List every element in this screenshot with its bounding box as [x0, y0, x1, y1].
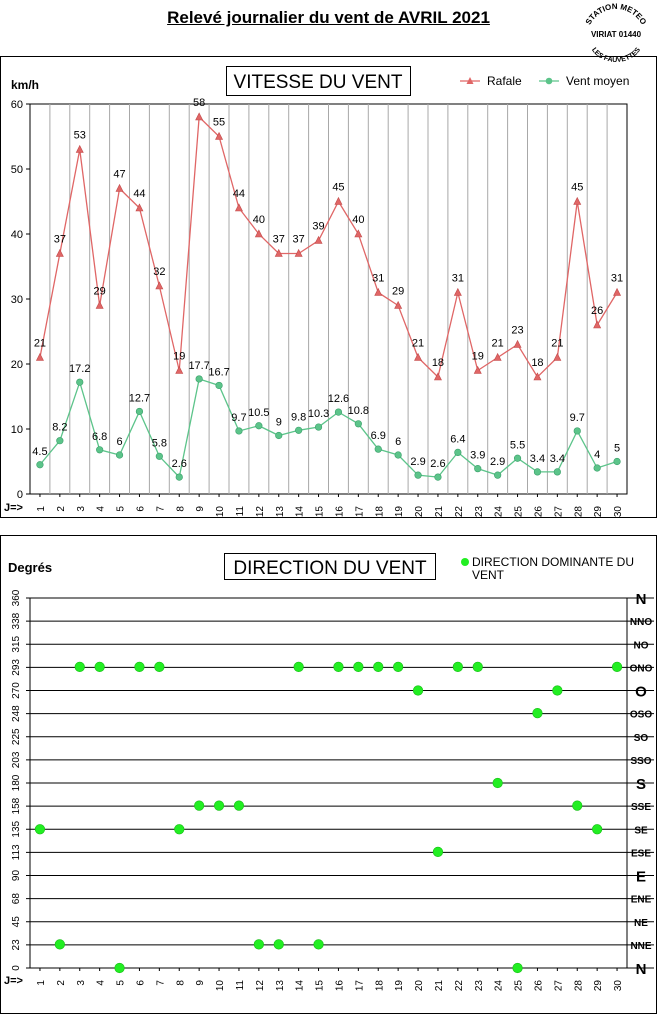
compass-label: SSO [630, 755, 652, 767]
vent-moyen-data-label: 12.6 [327, 393, 350, 406]
vent-moyen-point [156, 453, 163, 460]
vent-moyen-data-label: 16.7 [208, 366, 230, 379]
rafale-data-label: 39 [312, 220, 325, 233]
vent-moyen-data-label: 4 [594, 449, 601, 461]
compass-label: SO [633, 732, 649, 744]
x-tick-label: 5 [115, 506, 127, 512]
vent-moyen-point [236, 428, 243, 435]
compass-label: NO [633, 640, 649, 652]
rafale-data-label: 55 [212, 116, 226, 129]
x-axis-label: J=> [4, 502, 23, 514]
x-tick-label: 12 [254, 506, 266, 518]
y-tick-label: 135 [11, 820, 22, 838]
x-tick-label: 8 [175, 980, 187, 986]
vent-moyen-data-label: 5 [613, 442, 621, 455]
rafale-data-label: 44 [232, 188, 246, 200]
rafale-data-label: 37 [272, 233, 285, 246]
rafale-data-label: 19 [471, 350, 484, 363]
x-tick-label: 20 [414, 980, 426, 992]
compass-label: OSO [629, 709, 653, 721]
y-tick-label: 50 [10, 164, 23, 176]
y-tick-label: 293 [11, 659, 22, 676]
x-tick-label: 9 [195, 980, 207, 986]
chart-title: VITESSE DU VENT [233, 72, 403, 93]
y-axis-label: km/h [11, 78, 40, 92]
compass-label: S [635, 776, 647, 793]
x-tick-label: 24 [493, 506, 505, 518]
vent-moyen-point [116, 452, 123, 459]
vent-moyen-data-label: 8.2 [52, 421, 68, 434]
rafale-data-label: 44 [133, 188, 146, 200]
direction-point [95, 662, 105, 672]
vent-moyen-data-label: 9.8 [291, 411, 307, 424]
x-tick-label: 10 [215, 506, 227, 518]
x-tick-label: 2 [55, 980, 67, 986]
vent-moyen-data-label: 17.2 [69, 363, 91, 376]
vent-moyen-point [435, 474, 442, 481]
x-tick-label: 11 [234, 506, 246, 517]
rafale-data-label: 37 [53, 233, 66, 246]
x-tick-label: 3 [75, 980, 87, 986]
vent-moyen-point [614, 458, 621, 465]
vent-moyen-point [196, 376, 203, 383]
direction-point [612, 662, 622, 672]
stamp-middle-text: VIRIAT 01440 [590, 30, 642, 39]
y-tick-label: 23 [11, 939, 22, 951]
x-tick-label: 20 [414, 506, 426, 518]
vent-moyen-point [57, 437, 64, 444]
x-tick-label: 7 [155, 980, 167, 986]
direction-point [533, 708, 543, 718]
x-tick-label: 17 [354, 980, 366, 992]
direction-point [334, 662, 344, 672]
compass-label: NNE [630, 940, 652, 952]
x-tick-label: 16 [334, 980, 346, 992]
rafale-data-label: 18 [431, 357, 445, 369]
vent-moyen-point [136, 408, 143, 415]
rafale-data-label: 40 [352, 214, 365, 226]
x-tick-label: 9 [195, 506, 207, 512]
rafale-data-label: 47 [113, 168, 126, 181]
x-tick-label: 19 [394, 980, 406, 992]
direction-point [592, 824, 602, 834]
rafale-data-label: 21 [491, 337, 504, 350]
y-tick-label: 315 [11, 635, 22, 653]
vent-moyen-data-label: 10.3 [307, 408, 330, 421]
vent-moyen-point [455, 449, 462, 456]
rafale-data-label: 45 [332, 181, 345, 194]
rafale-data-label: 18 [531, 357, 544, 369]
direction-point [553, 686, 563, 696]
x-tick-label: 15 [314, 980, 326, 992]
y-tick-label: 248 [11, 705, 22, 722]
rafale-data-label: 32 [153, 266, 166, 278]
direction-point [115, 963, 125, 973]
vent-moyen-data-label: 5.5 [509, 439, 526, 452]
rafale-data-label: 23 [511, 324, 524, 337]
vent-moyen-data-label: 10.5 [248, 406, 270, 419]
vent-moyen-point [514, 455, 521, 462]
x-tick-label: 12 [254, 980, 266, 992]
y-tick-label: 10 [10, 424, 23, 436]
direction-point [413, 686, 423, 696]
vent-moyen-data-label: 12.7 [128, 392, 151, 405]
x-tick-label: 11 [234, 980, 246, 991]
y-tick-label: 113 [11, 844, 22, 861]
direction-point [214, 801, 224, 811]
y-tick-label: 68 [11, 893, 22, 905]
legend-direction-label-line: DIRECTION DOMINANTE DU [472, 555, 634, 569]
vent-moyen-data-label: 6 [395, 436, 402, 448]
vent-moyen-point [96, 447, 103, 454]
vent-moyen-point [494, 472, 501, 479]
vent-moyen-data-label: 6.4 [450, 433, 466, 446]
x-tick-label: 17 [354, 506, 366, 518]
direction-point [493, 778, 503, 788]
vent-moyen-point [415, 472, 422, 479]
vent-moyen-point [76, 379, 83, 386]
x-tick-label: 3 [75, 506, 87, 512]
x-tick-label: 5 [115, 980, 127, 986]
vent-moyen-point [176, 474, 183, 481]
x-tick-label: 7 [155, 506, 167, 512]
x-tick-label: 19 [394, 506, 406, 518]
stamp-top-text: STATION METEO [583, 2, 649, 27]
direction-point [373, 662, 383, 672]
vent-moyen-data-label: 2.9 [410, 456, 426, 469]
vent-moyen-point [275, 432, 282, 439]
direction-point [572, 801, 582, 811]
direction-point [473, 662, 483, 672]
vent-moyen-point [256, 422, 263, 429]
direction-point [274, 940, 284, 950]
x-tick-label: 23 [473, 980, 485, 992]
direction-point [75, 662, 85, 672]
x-tick-label: 25 [513, 980, 525, 992]
y-axis-label: Degrés [8, 560, 53, 575]
x-tick-label: 10 [215, 980, 227, 992]
x-tick-label: 13 [274, 980, 286, 992]
x-tick-label: 4 [95, 506, 107, 512]
vent-moyen-data-label: 6.8 [92, 430, 108, 443]
vent-moyen-point [216, 382, 223, 389]
direction-point [55, 940, 65, 950]
rafale-data-label: 29 [93, 285, 106, 298]
vent-moyen-point [594, 465, 601, 472]
x-tick-label: 14 [294, 980, 306, 992]
vent-moyen-data-label: 6.9 [370, 430, 386, 443]
x-tick-label: 4 [95, 980, 107, 986]
page-title: Relevé journalier du vent de AVRIL 2021 [167, 8, 490, 27]
vent-moyen-data-label: 4.5 [32, 445, 48, 458]
rafale-data-label: 31 [451, 272, 464, 285]
y-tick-label: 225 [11, 728, 22, 746]
vent-moyen-point [554, 469, 561, 476]
y-tick-label: 158 [11, 797, 22, 815]
x-tick-label: 26 [533, 980, 545, 992]
y-tick-label: 180 [11, 774, 22, 792]
x-tick-label: 22 [453, 980, 465, 992]
compass-label: O [635, 683, 647, 701]
x-tick-label: 26 [533, 506, 545, 518]
rafale-data-label: 19 [173, 350, 186, 363]
stamp-bottom-text: LES FAUVETTES [589, 46, 643, 62]
x-tick-label: 30 [613, 980, 625, 992]
rafale-data-label: 21 [411, 337, 425, 350]
y-tick-label: 60 [10, 99, 23, 111]
legend-rafale-label: Rafale [487, 74, 522, 88]
direction-point [194, 801, 204, 811]
rafale-data-label: 31 [372, 272, 385, 285]
compass-label: E [635, 868, 647, 886]
x-tick-label: 28 [573, 980, 585, 992]
x-tick-label: 23 [473, 506, 485, 518]
y-tick-label: 0 [11, 965, 22, 971]
rafale-data-label: 58 [193, 97, 206, 109]
compass-label: SSE [630, 802, 652, 814]
x-tick-label: 6 [135, 506, 147, 512]
direction-point [393, 662, 403, 672]
legend-direction-label [472, 555, 634, 582]
y-tick-label: 20 [10, 359, 23, 371]
vent-moyen-data-label: 2.6 [430, 458, 446, 471]
rafale-data-label: 26 [591, 305, 604, 317]
y-tick-label: 203 [11, 751, 22, 769]
x-tick-label: 25 [513, 506, 525, 518]
x-tick-label: 15 [314, 506, 326, 518]
vent-moyen-data-label: 3.4 [549, 452, 565, 465]
vent-moyen-data-label: 2.9 [490, 456, 506, 469]
vent-moyen-data-label: 17.7 [188, 359, 210, 372]
x-tick-label: 24 [493, 980, 505, 992]
x-tick-label: 29 [593, 980, 605, 992]
vent-moyen-data-label: 2.6 [171, 458, 187, 471]
vent-moyen-data-label: 9.7 [231, 411, 247, 424]
direction-point [294, 662, 304, 672]
vent-moyen-point [574, 428, 581, 435]
vent-moyen-point [395, 452, 402, 459]
rafale-data-label: 21 [33, 337, 47, 350]
rafale-data-label: 31 [610, 272, 624, 285]
x-tick-label: 18 [374, 980, 386, 992]
rafale-data-label: 21 [551, 337, 564, 350]
rafale-data-label: 37 [292, 233, 305, 246]
x-tick-label: 21 [433, 980, 445, 992]
legend-direction-label-line: VENT [472, 568, 505, 582]
vent-moyen-data-label: 3.4 [529, 452, 546, 465]
rafale-data-label: 45 [571, 181, 584, 194]
x-tick-label: 2 [55, 506, 67, 512]
compass-label: NNO [629, 617, 653, 629]
vent-moyen-data-label: 9 [275, 416, 282, 429]
y-tick-label: 90 [11, 869, 22, 882]
compass-label: SE [634, 825, 648, 837]
x-tick-label: 27 [553, 980, 565, 992]
vent-moyen-data-label: 3.9 [470, 449, 486, 462]
compass-label: ONO [629, 663, 653, 675]
compass-label: ENE [630, 894, 652, 906]
direction-point [135, 662, 145, 672]
x-tick-label: 22 [453, 506, 465, 518]
direction-point [433, 847, 443, 857]
direction-point [513, 963, 523, 973]
vent-moyen-point [37, 461, 44, 468]
vent-moyen-point [474, 465, 481, 472]
vent-moyen-point [355, 421, 362, 428]
direction-point [174, 824, 184, 834]
x-tick-label: 30 [613, 506, 625, 518]
direction-point [155, 662, 165, 672]
vent-moyen-point [315, 424, 322, 431]
x-tick-label: 13 [274, 506, 286, 518]
legend-vent-moyen-marker [546, 78, 553, 85]
direction-point [254, 940, 264, 950]
vent-moyen-data-label: 5.8 [151, 437, 167, 450]
compass-label: ESE [630, 848, 652, 860]
x-tick-label: 1 [35, 506, 47, 512]
vent-moyen-point [534, 469, 541, 476]
direction-point [314, 940, 324, 950]
vent-moyen-point [375, 446, 382, 453]
y-tick-label: 30 [10, 294, 23, 306]
vent-moyen-point [295, 427, 302, 434]
y-tick-label: 40 [10, 229, 23, 241]
vent-moyen-data-label: 9.7 [569, 411, 585, 424]
direction-point [354, 662, 364, 672]
chart-title: DIRECTION DU VENT [233, 558, 427, 579]
y-tick-label: 270 [11, 682, 22, 699]
y-tick-label: 45 [11, 916, 22, 928]
compass-label: NE [634, 917, 648, 929]
direction-chart [0, 535, 657, 1015]
x-tick-label: 8 [175, 506, 187, 512]
direction-point [453, 662, 463, 672]
x-tick-label: 1 [35, 980, 47, 986]
x-tick-label: 16 [334, 506, 346, 518]
legend-vent-moyen-label: Vent moyen [566, 74, 630, 88]
direction-point [35, 824, 45, 834]
compass-label: N [635, 961, 647, 978]
vent-moyen-data-label: 6 [116, 436, 123, 448]
compass-label: N [635, 591, 647, 608]
direction-point [234, 801, 244, 811]
x-axis-label: J=> [4, 975, 23, 987]
x-tick-label: 21 [433, 506, 445, 518]
vent-moyen-data-label: 10.8 [347, 404, 370, 417]
legend-direction-marker [461, 558, 469, 566]
x-tick-label: 27 [553, 506, 565, 518]
rafale-data-label: 29 [392, 285, 405, 298]
y-tick-label: 338 [11, 612, 22, 630]
x-tick-label: 28 [573, 506, 585, 518]
y-tick-label: 0 [16, 489, 23, 501]
x-tick-label: 6 [135, 980, 147, 986]
x-tick-label: 14 [294, 506, 306, 518]
vent-moyen-point [335, 409, 342, 416]
x-tick-label: 29 [593, 506, 605, 518]
rafale-data-label: 53 [73, 129, 86, 142]
y-tick-label: 360 [11, 589, 22, 607]
rafale-data-label: 40 [252, 214, 265, 226]
x-tick-label: 18 [374, 506, 386, 518]
